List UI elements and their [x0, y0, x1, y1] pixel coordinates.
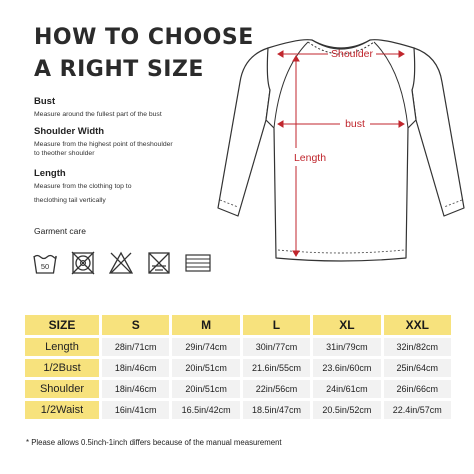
guide-length-desc-line-1: Measure from the clothing top to [34, 183, 132, 190]
shirt-diagram [210, 30, 472, 272]
header-xxl: XXL [384, 315, 451, 335]
table-cell: 18in/46cm [102, 380, 169, 398]
table-cell: 23.6in/60cm [313, 359, 380, 377]
guide-shoulder-desc [34, 140, 224, 158]
measurement-note: * Please allows 0.5inch-1inch differs because of the manual measurement [26, 438, 282, 447]
bust-label: bust [345, 118, 365, 130]
row-label: Length [25, 338, 99, 356]
wash-temp-label: 50 [40, 262, 50, 271]
table-cell: 30in/77cm [243, 338, 310, 356]
guide-shoulder-desc-line-1: Measure from the highest point of theshoulder [34, 141, 173, 148]
table-cell: 18.5in/47cm [243, 401, 310, 419]
left-sleeve [218, 48, 270, 216]
table-cell: 31in/79cm [313, 338, 380, 356]
title-line-1: HOW TO CHOOSE [34, 25, 254, 50]
guide-length-desc-line-2: theclothing tail vertically [34, 197, 106, 204]
guide-bust [34, 96, 224, 119]
no-tumble-dry-icon [70, 250, 96, 276]
size-chart-table [22, 312, 454, 422]
table-cell: 20in/51cm [172, 380, 239, 398]
guide-bust-heading: Bust [34, 96, 56, 107]
length-label: Length [293, 152, 327, 164]
guide-bust-desc: Measure around the fullest part of the bust [34, 111, 162, 118]
row-label: 1/2Bust [25, 359, 99, 377]
header-l: L [243, 315, 310, 335]
table-row [25, 401, 451, 419]
table-cell: 21.6in/55cm [243, 359, 310, 377]
table-row [25, 338, 451, 356]
shoulder-label: Shoulder [330, 48, 374, 60]
row-label: 1/2Waist [25, 401, 99, 419]
table-row [25, 380, 451, 398]
table-cell: 28in/71cm [102, 338, 169, 356]
table-cell: 24in/61cm [313, 380, 380, 398]
table-cell: 25in/64cm [384, 359, 451, 377]
table-cell: 32in/82cm [384, 338, 451, 356]
header-m: M [172, 315, 239, 335]
table-row [25, 359, 451, 377]
guide-length [34, 168, 224, 205]
table-cell: 22in/56cm [243, 380, 310, 398]
table-cell: 22.4in/57cm [384, 401, 451, 419]
title-line-2: A RIGHT SIZE [34, 57, 204, 82]
garment-care-icons [32, 250, 212, 276]
guide-length-heading: Length [34, 168, 66, 179]
table-cell: 20in/51cm [172, 359, 239, 377]
row-label: Shoulder [25, 380, 99, 398]
table-cell: 18in/46cm [102, 359, 169, 377]
guide-shoulder-heading: Shoulder Width [34, 126, 105, 137]
header-xl: XL [313, 315, 380, 335]
header-s: S [102, 315, 169, 335]
guide-length-desc [34, 182, 224, 205]
wash-50-icon [32, 250, 58, 276]
table-cell: 16.5in/42cm [172, 401, 239, 419]
no-dry-clean-icon [146, 250, 172, 276]
size-header-row [25, 315, 451, 335]
table-cell: 16in/41cm [102, 401, 169, 419]
shirt-body [266, 40, 416, 261]
no-bleach-icon [108, 250, 134, 276]
table-cell: 26in/66cm [384, 380, 451, 398]
table-cell: 20.5in/52cm [313, 401, 380, 419]
line-dry-icon [184, 250, 212, 276]
header-size: SIZE [25, 315, 99, 335]
right-sleeve [412, 48, 464, 216]
table-cell: 29in/74cm [172, 338, 239, 356]
guide-shoulder [34, 126, 224, 158]
guide-shoulder-desc-line-2: to theother shoulder [34, 150, 95, 157]
garment-care-title: Garment care [34, 226, 86, 236]
